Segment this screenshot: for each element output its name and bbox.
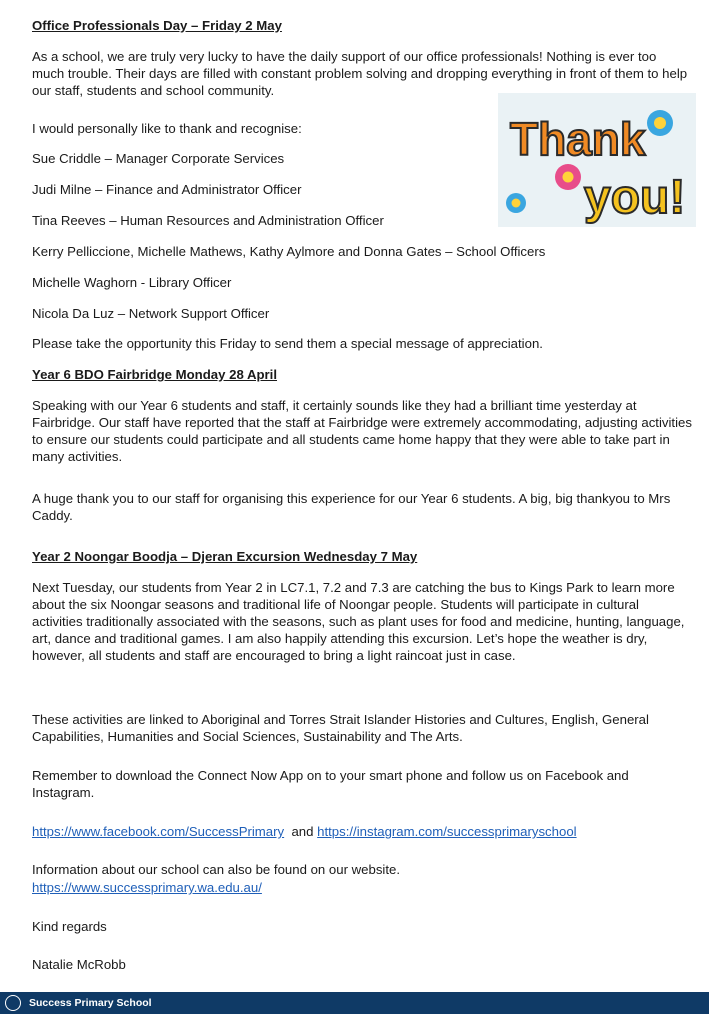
flower-icon xyxy=(506,193,526,213)
facebook-link[interactable]: https://www.facebook.com/SuccessPrimary xyxy=(32,824,285,839)
staff-item: Nicola Da Luz – Network Support Officer xyxy=(32,306,270,321)
you-text: you! xyxy=(584,171,686,224)
thank-you-illustration xyxy=(498,93,696,227)
section-title-office-professionals: Office Professionals Day – Friday 2 May xyxy=(32,18,282,33)
footer-bar xyxy=(0,992,709,1014)
app-paragraph: Remember to download the Connect Now App on to your smart phone and follow us on Facebook and Instagram. xyxy=(32,768,629,800)
thank-text: Thank xyxy=(510,113,646,165)
footer-school-name: Success Primary School xyxy=(29,997,152,1009)
staff-item: Tina Reeves – Human Resources and Administration Officer xyxy=(32,213,384,228)
section-title-year2-excursion: Year 2 Noongar Boodja – Djeran Excursion Wednesday 7 May xyxy=(32,549,418,564)
school-logo-icon xyxy=(5,995,21,1011)
website-link[interactable]: https://www.successprimary.wa.edu.au/ xyxy=(32,880,262,895)
kind-regards: Kind regards xyxy=(32,919,107,934)
flower-icon xyxy=(647,110,673,136)
website-info: Information about our school can also be found on our website. xyxy=(32,862,401,877)
fairbridge-thanks-paragraph: A huge thank you to our staff for organising this experience for our Year 6 students. A big, big thankyou to Mrs Caddy. xyxy=(32,491,671,523)
and-text: and xyxy=(291,824,314,839)
staff-item: Michelle Waghorn - Library Officer xyxy=(32,275,232,290)
recognise-intro: I would personally like to thank and recognise: xyxy=(32,121,302,136)
fairbridge-paragraph: Speaking with our Year 6 students and staff, it certainly sounds like they had a brilliant time yesterday at Fairbridge. Our staff have reported that the staff at Fairbridge were extremely accommodating, adjusting activities to ensure our students could participate and all students came home happy that they were able to take part in many activities. xyxy=(32,398,692,464)
thank-you-image xyxy=(498,93,696,227)
staff-item: Kerry Pelliccione, Michelle Mathews, Kathy Aylmore and Donna Gates – School Officers xyxy=(32,244,546,259)
signoff-name: Natalie McRobb xyxy=(32,957,126,972)
staff-item: Sue Criddle – Manager Corporate Services xyxy=(32,151,285,166)
social-links xyxy=(32,823,692,840)
instagram-link[interactable]: https://instagram.com/successprimaryschool xyxy=(317,824,577,839)
curriculum-paragraph: These activities are linked to Aboriginal and Torres Strait Islander Histories and Cultures, English, General Capabilities, Humanities and Social Sciences, Sustainability and The Arts. xyxy=(32,712,649,744)
section-title-year6-fairbridge: Year 6 BDO Fairbridge Monday 28 April xyxy=(32,367,278,382)
office-intro-paragraph: As a school, we are truly very lucky to have the daily support of our office professionals! Nothing is ever too much trouble. Their days are filled with constant problem solving and dropping everything in front of them to help our staff, students and school community. xyxy=(32,49,688,98)
website-line xyxy=(32,879,262,896)
flower-icon xyxy=(555,164,581,190)
staff-item: Judi Milne – Finance and Administrator Officer xyxy=(32,182,302,197)
excursion-paragraph: Next Tuesday, our students from Year 2 in LC7.1, 7.2 and 7.3 are catching the bus to Kings Park to learn more about the six Noongar seasons and traditional life of Noongar people. Students will participate in cultural activities traditionally associated with the seasons, such as plant uses for food and medicine, hunting, language, art, dance and traditional games. I am also happily attending this excursion. Let’s hope the weather is dry, however, all students and staff are encouraged to bring a light raincoat just in case. xyxy=(32,580,685,663)
appreciation-paragraph: Please take the opportunity this Friday to send them a special message of appreciation. xyxy=(32,336,543,351)
